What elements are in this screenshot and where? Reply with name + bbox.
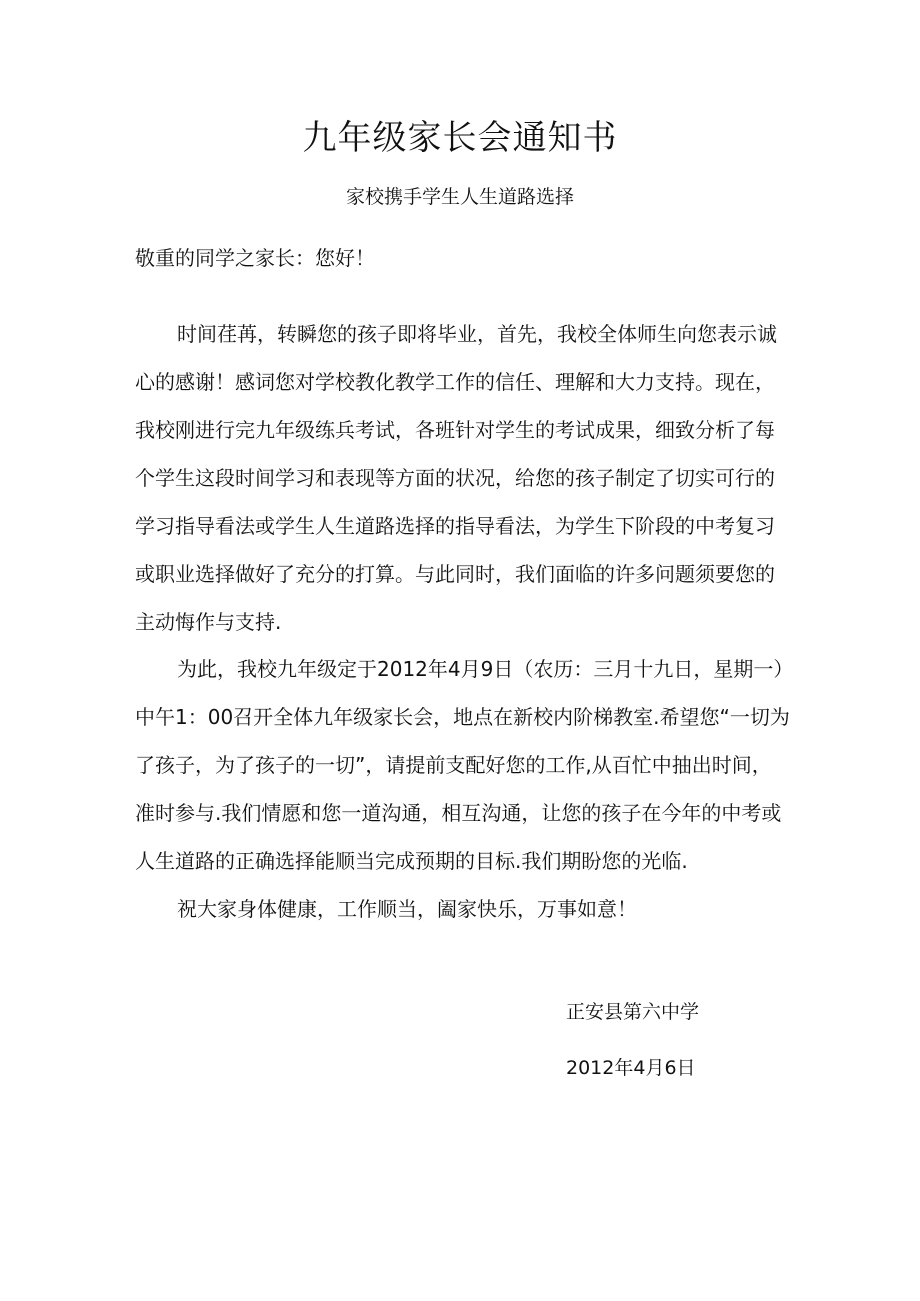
paragraph-line: 我校刚进行完九年级练兵考试，各班针对学生的考试成果，细致分析了每 <box>135 418 775 442</box>
paragraph-line: 时间荏苒，转瞬您的孩子即将毕业，首先，我校全体师生向您表示诚 <box>177 322 777 346</box>
paragraph-line: 主动悔作与支持. <box>135 610 282 634</box>
paragraph-line: 学习指导看法或学生人生道路选择的指导看法，为学生下阶段的中考复习 <box>135 514 775 538</box>
paragraph-line: 心的感谢！感词您对学校教化教学工作的信任、理解和大力支持。现在， <box>135 370 775 394</box>
document-subtitle: 家校携手学生人生道路选择 <box>345 186 574 208</box>
signature-school: 正安县第六中学 <box>566 1001 700 1023</box>
paragraph-closing <box>135 885 785 933</box>
greeting: 敬重的同学之家长：您好！ <box>135 246 375 270</box>
paragraph-line: 个学生这段时间学习和表现等方面的状况，给您的孩子制定了切实可行的 <box>135 466 775 490</box>
paragraph-line: 或职业选择做好了充分的打算。与此同时，我们面临的许多问题须要您的 <box>135 562 775 586</box>
paragraph-line: 中午1：00召开全体九年级家长会，地点在新校内阶梯教室.希望您“一切为 <box>135 705 790 729</box>
paragraph-line: 为此，我校九年级定于2012年4月9日（农历：三月十九日，星期一） <box>177 657 794 681</box>
paragraph-line: 准时参与.我们情愿和您一道沟通，相互沟通，让您的孩子在今年的中考或 <box>135 801 782 825</box>
paragraph-line: 人生道路的正确选择能顺当完成预期的目标.我们期盼您的光临. <box>135 849 688 873</box>
document-title: 九年级家长会通知书 <box>302 118 618 158</box>
paragraph-meeting-details <box>135 645 794 885</box>
paragraph-intro <box>135 310 785 646</box>
paragraph-line: 了孩子，为了孩子的一切”，请提前支配好您的工作,从百忙中抽出时间， <box>135 753 772 777</box>
signature-date: 2012年4月6日 <box>566 1057 696 1079</box>
paragraph-line: 祝大家身体健康，工作顺当，阖家快乐，万事如意！ <box>177 897 637 921</box>
